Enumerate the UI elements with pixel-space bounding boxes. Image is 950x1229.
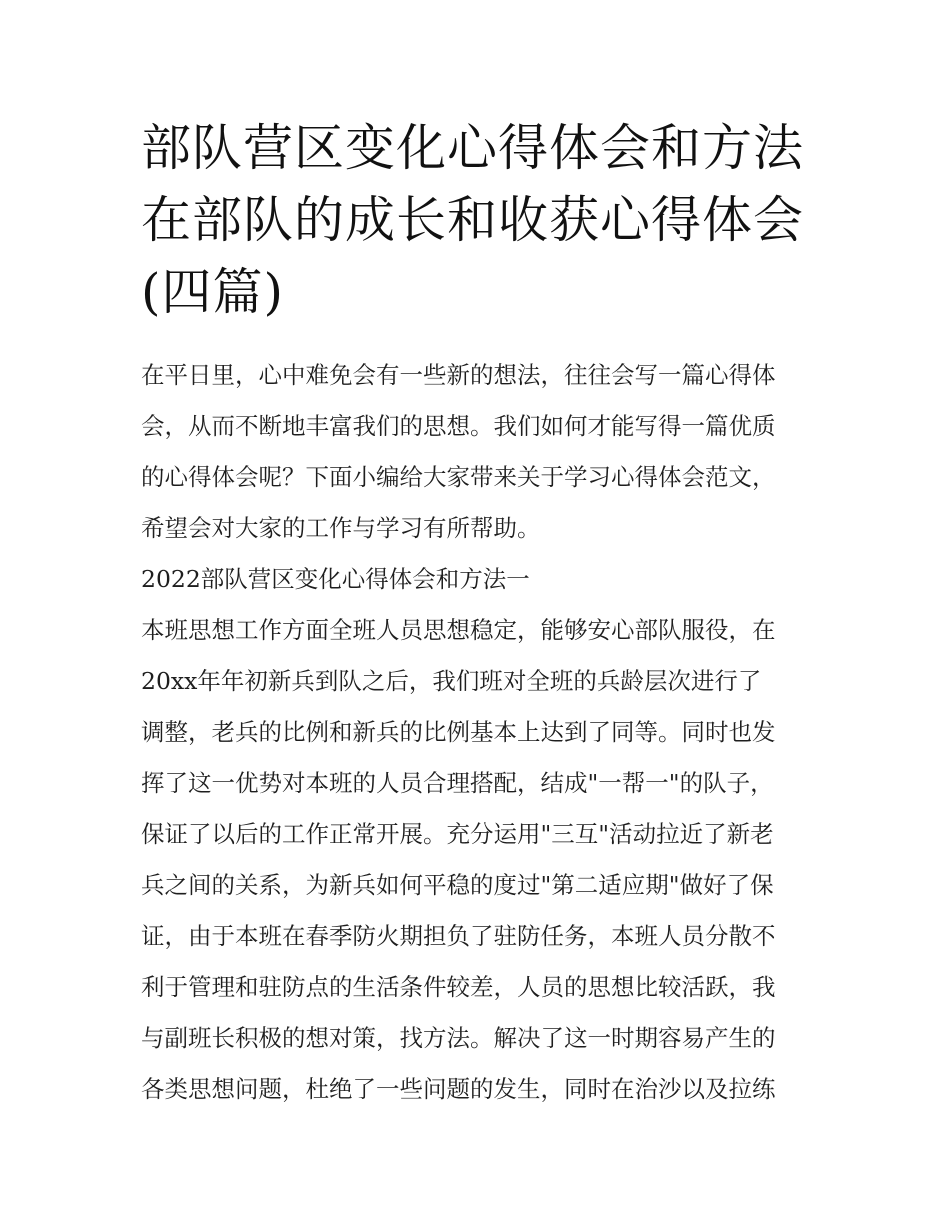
document-title xyxy=(141,0,813,328)
text-line: 各类思想问题，杜绝了一些问题的发生，同时在治沙以及拉练 xyxy=(141,1075,776,1103)
text-line: 调整，老兵的比例和新兵的比例基本上达到了同等。同时也发 xyxy=(141,718,776,746)
title-line: 在部队的成长和收获心得体会 xyxy=(141,191,804,249)
text-line: 会，从而不断地丰富我们的思想。我们如何才能写得一篇优质 xyxy=(141,412,776,440)
text-line: 在平日里，心中难免会有一些新的想法，往往会写一篇心得体 xyxy=(141,361,776,389)
text-line: 与副班长积极的想对策，找方法。解决了这一时期容易产生的 xyxy=(141,1024,776,1052)
title-line: 部队营区变化心得体会和方法 xyxy=(141,119,804,177)
text-line: 的心得体会呢？下面小编给大家带来关于学习心得体会范文， xyxy=(141,463,776,491)
text-line: 兵之间的关系，为新兵如何平稳的度过"第二适应期"做好了保 xyxy=(141,871,774,899)
document-body xyxy=(141,350,813,1115)
section-paragraph xyxy=(141,605,813,1115)
text-line: 利于管理和驻防点的生活条件较差，人员的思想比较活跃，我 xyxy=(141,973,776,1001)
text-line: 保证了以后的工作正常开展。充分运用"三互"活动拉近了新老 xyxy=(141,820,774,848)
text-line: 挥了这一优势对本班的人员合理搭配，结成"一帮一"的队子， xyxy=(141,769,774,797)
text-line: 本班思想工作方面全班人员思想稳定，能够安心部队服役，在 xyxy=(141,616,776,644)
section-heading: 2022部队营区变化心得体会和方法一 xyxy=(141,565,530,593)
text-line: 证，由于本班在春季防火期担负了驻防任务，本班人员分散不 xyxy=(141,922,776,950)
text-line: 希望会对大家的工作与学习有所帮助。 xyxy=(141,514,541,542)
title-line: (四篇) xyxy=(141,263,285,321)
intro-paragraph xyxy=(141,350,813,554)
text-line: 20xx年年初新兵到队之后，我们班对全班的兵龄层次进行了 xyxy=(141,667,762,695)
document-page xyxy=(141,0,813,1115)
